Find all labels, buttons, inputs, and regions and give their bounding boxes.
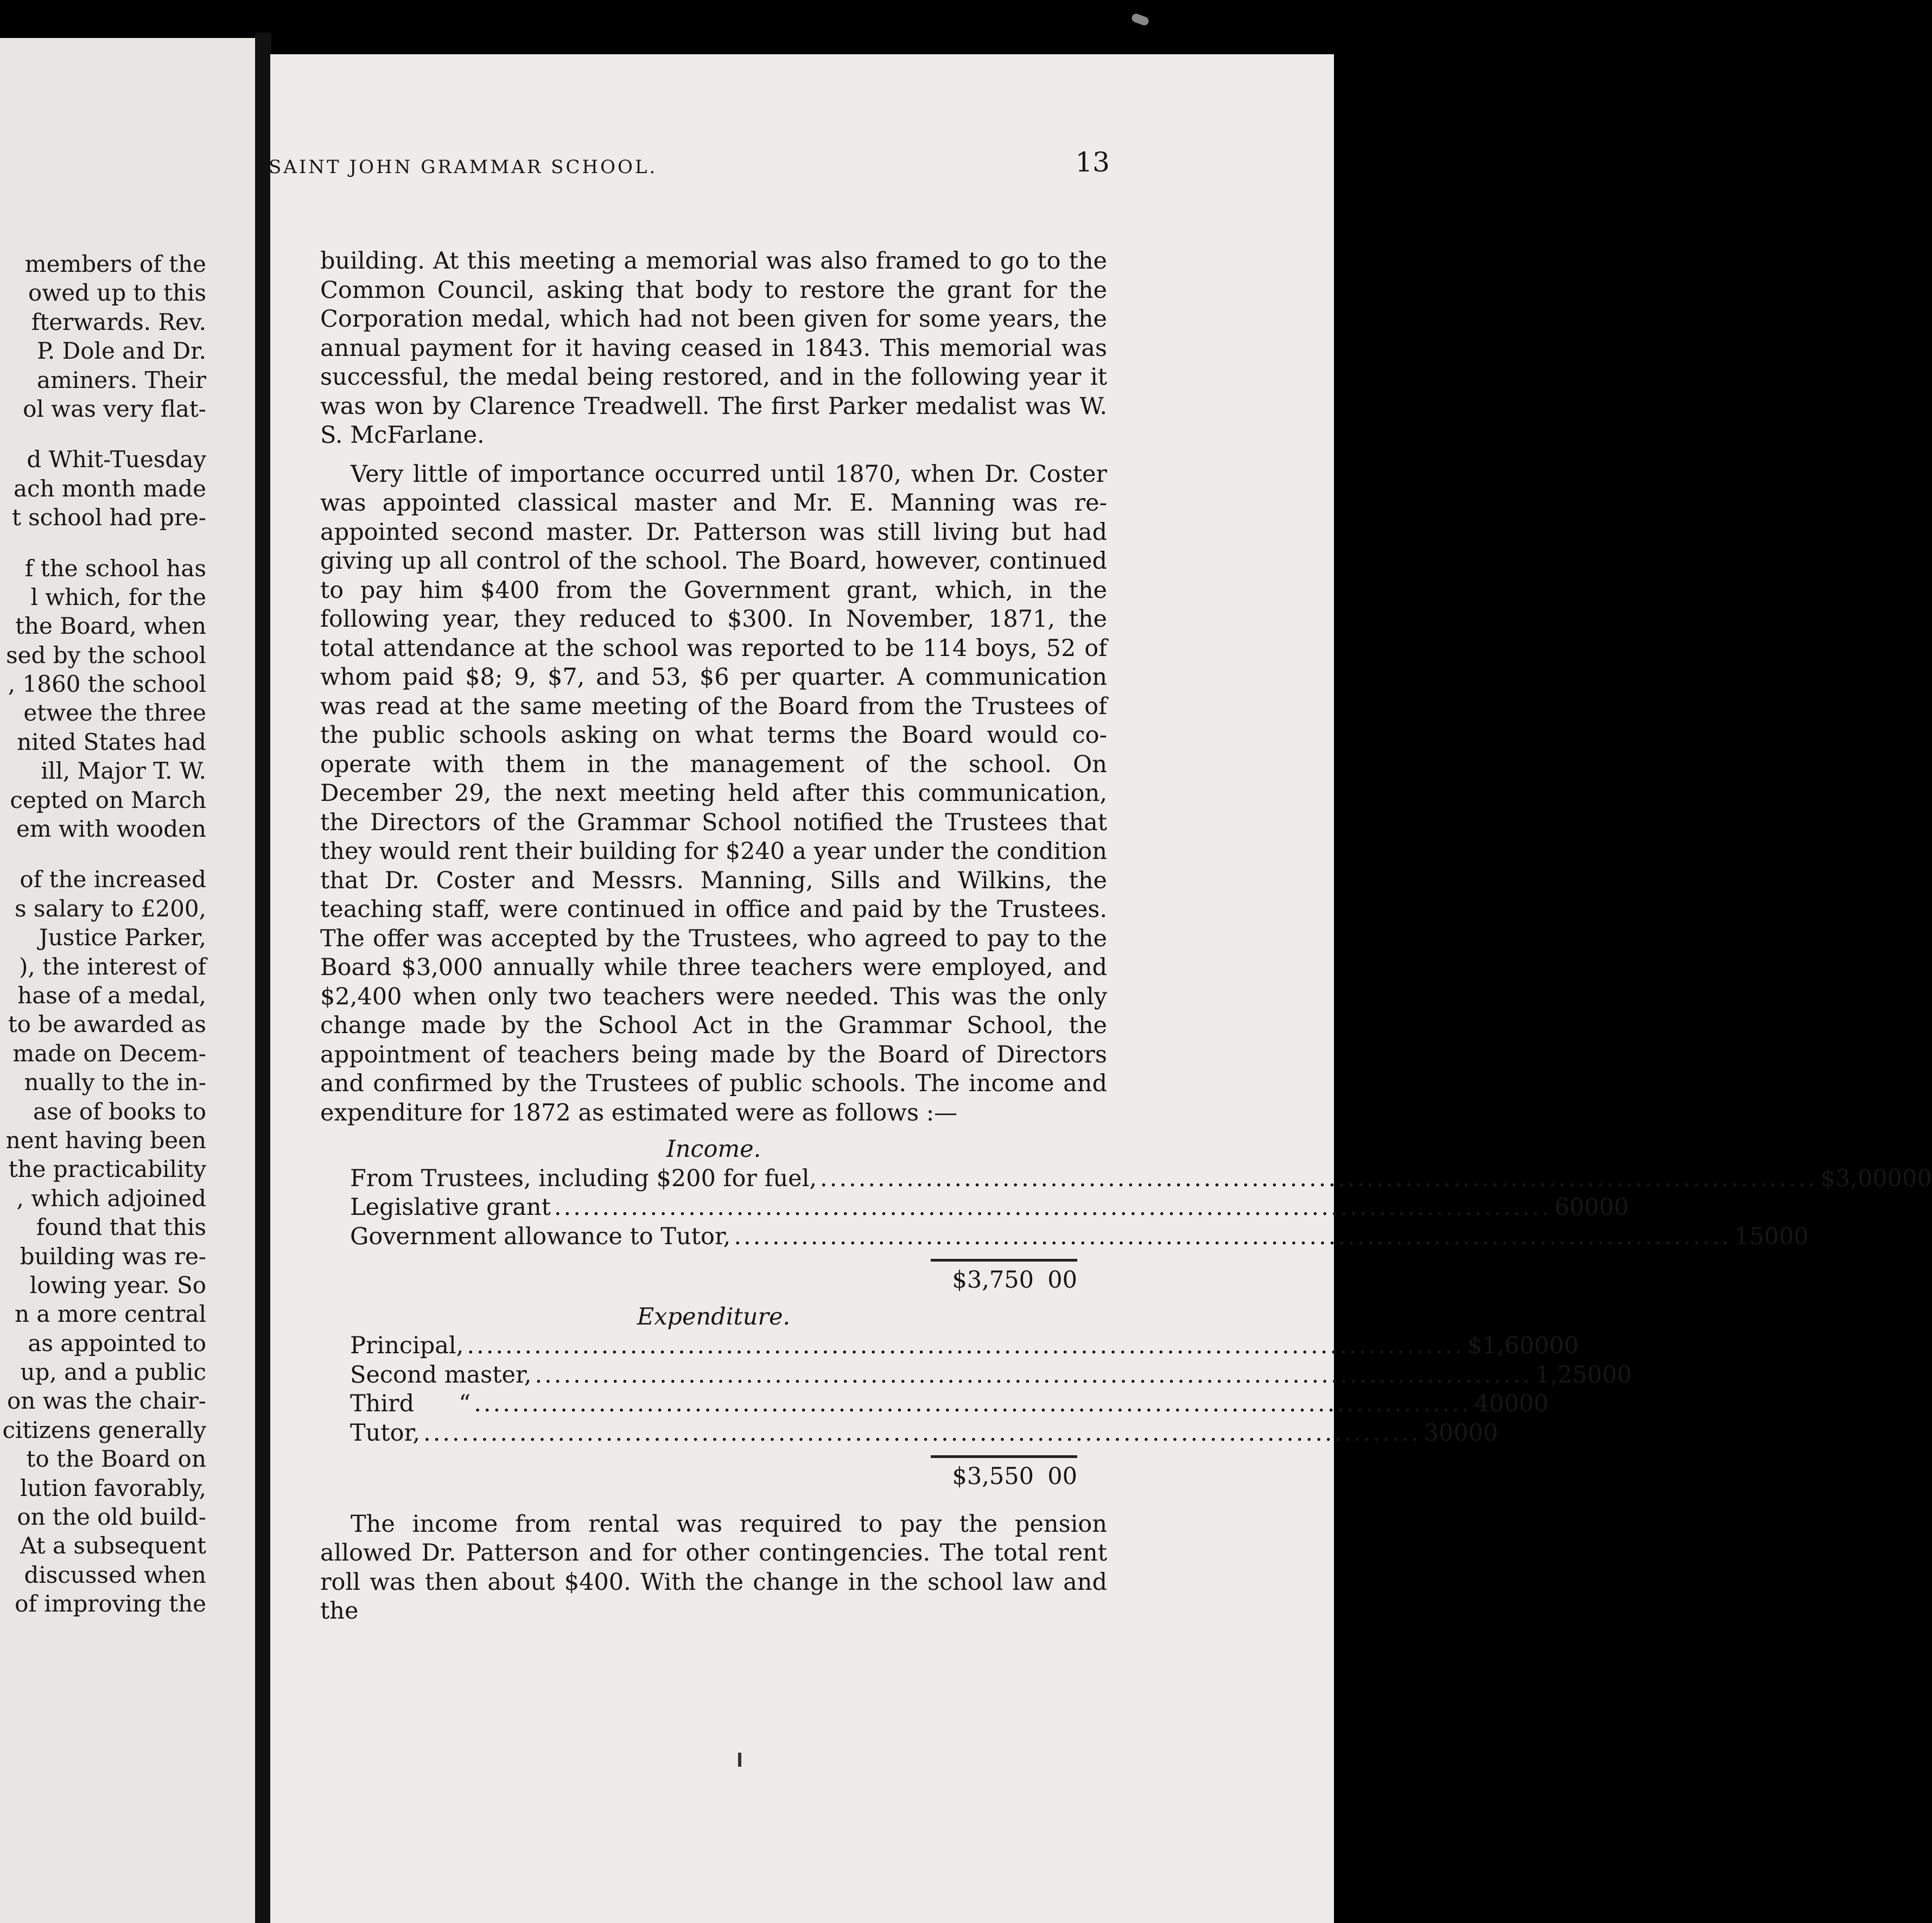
left-line: owed up to this (28, 279, 206, 307)
left-line: hase of a medal, (17, 982, 206, 1009)
leader-dots: ........................................................................................................ (820, 1164, 1817, 1192)
left-line: nually to the in- (24, 1069, 206, 1096)
left-line: discussed when (24, 1561, 206, 1588)
expenditure-total-row (350, 1462, 1077, 1492)
left-line: citizens generally (2, 1416, 206, 1443)
sum-rule (931, 1259, 1077, 1262)
left-line: , which adjoined (16, 1185, 206, 1212)
left-line: the Board, when (15, 613, 206, 640)
left-line: nited States had (17, 728, 206, 755)
row-cents: 00 (1549, 1332, 1579, 1359)
left-line: At a subsequent (20, 1532, 206, 1559)
left-line: on the old build- (17, 1504, 206, 1531)
total-dollars: $3,750 (952, 1266, 1034, 1294)
leader-dots: ........................................................................................................ (535, 1361, 1532, 1389)
row-label: Tutor, (350, 1419, 421, 1447)
left-line: of the increased (20, 866, 206, 893)
page-number: 13 (1075, 147, 1110, 178)
left-line: building was re- (20, 1243, 206, 1270)
left-line: up, and a public (20, 1359, 206, 1386)
row-cents: 00 (1468, 1419, 1498, 1447)
scan-artifact (738, 1753, 741, 1767)
left-line: found that this (36, 1214, 206, 1241)
income-row (350, 1222, 1809, 1252)
paragraph: Very little of importance occurred until 1870, when Dr. Coster was appointed classical master and Mr. E. Manning was re-appointed second master. Dr. Patterson was still living but had giving up all control of the school. The Board, however, continued to pay him $400 from the Government grant, which, in the following year, they reduced to $300. In November, 1871, the total attendance at the school was reported to be 114 boys, 52 of whom paid $8; 9, $7, and 53, $6 per quarter. A communication was read at the same meeting of the Board from the Trustees of the public schools asking on what terms the Board would co-operate with them in the management of the school. On December 29, the next meeting held after this communication, the Directors of the Grammar School notified the Trustees that they would rent their building for $240 a year under the condition that Dr. Coster and Messrs. Manning, Sills and Wilkins, the teaching staff, were continued in office and paid by the Trustees. The offer was accepted by the Trustees, who agreed to pay to the Board $3,000 annually while three teachers were employed, and $2,400 when only two teachers were needed. This was the only change made by the School Act in the Grammar School, the appointment of teachers being made by the Board of Directors and confirmed by the Trustees of public schools. The income and expenditure for 1872 as estimated were as follows :— (320, 460, 1107, 1126)
left-line: as appointed to (28, 1329, 206, 1357)
left-line: lowing year. So (29, 1271, 206, 1298)
row-dollars: 400 (1474, 1390, 1519, 1417)
left-line: of improving the (15, 1590, 206, 1618)
left-line: ach month made (13, 475, 206, 502)
row-cents: 00 (1599, 1194, 1629, 1221)
expenditure-row (350, 1390, 1549, 1419)
book-spine (255, 33, 271, 1923)
row-dollars: $3,000 (1820, 1164, 1903, 1192)
row-label: From Trustees, including $200 for fuel, (350, 1164, 817, 1192)
left-line: cepted on March (10, 786, 206, 813)
left-line: f the school has (24, 555, 206, 582)
income-heading: Income. (666, 1136, 761, 1163)
row-label: Principal, (350, 1332, 464, 1359)
leader-dots: ........................................................................................................ (423, 1419, 1421, 1447)
left-line: n a more central (14, 1301, 206, 1328)
left-line: members of the (24, 251, 206, 277)
row-label: Second master, (350, 1361, 532, 1389)
paragraph: The income from rental was required to pay the pension allowed Dr. Patterson and for other contingencies. The total rent roll was then about $400. With the change in the school law and the (320, 1510, 1107, 1625)
left-line-gap (0, 423, 206, 445)
row-cents: 00 (1602, 1361, 1632, 1389)
left-line: made on Decem- (12, 1040, 206, 1067)
left-line: t school had pre- (11, 504, 206, 531)
expenditure-row (350, 1419, 1498, 1448)
left-line: fterwards. Rev. (31, 308, 206, 335)
row-dollars: 300 (1423, 1419, 1469, 1447)
page-body (320, 247, 1932, 1626)
left-page-text (0, 250, 206, 1619)
total-cents: 00 (1047, 1266, 1077, 1294)
left-line: s salary to £200, (15, 895, 206, 922)
left-line: ), the interest of (19, 953, 206, 980)
left-line: ill, Major T. W. (41, 757, 206, 785)
left-line: l which, for the (30, 583, 206, 610)
expenditure-row (350, 1361, 1632, 1390)
left-line: d Whit-Tuesday (27, 446, 206, 473)
left-line: ol was very flat- (23, 395, 206, 422)
left-line: on was the chair- (7, 1387, 206, 1415)
income-row (350, 1193, 1629, 1222)
row-dollars: 150 (1734, 1222, 1779, 1250)
left-line-gap (0, 532, 206, 554)
expenditure-heading: Expenditure. (637, 1303, 791, 1330)
left-line: aminers. Their (37, 366, 206, 393)
left-line: , 1860 the school (8, 671, 206, 698)
leader-dots: ........................................................................................................ (554, 1194, 1552, 1221)
left-line: to the Board on (26, 1446, 206, 1473)
row-cents: 00 (1518, 1390, 1549, 1417)
income-table (320, 1164, 1932, 1295)
left-line: em with wooden (16, 816, 206, 843)
expenditure-table (320, 1332, 1632, 1492)
left-line: ase of books to (33, 1098, 206, 1125)
running-title: SAINT JOHN GRAMMAR SCHOOL. (269, 156, 658, 178)
paragraph: building. At this meeting a memorial was also framed to go to the Common Council, asking that body to restore the grant for the Corporation medal, which had not been given for some years, the annual payment for it having ceased in 1843. This memorial was successful, the medal being restored, and in the following year it was won by Clarence Treadwell. The first Parker medalist was W. S. McFarlane. (320, 247, 1107, 449)
left-line: Justice Parker, (39, 924, 206, 951)
sum-rule (931, 1455, 1077, 1458)
left-line: etwee the three (23, 699, 206, 727)
total-dollars: $3,550 (952, 1463, 1034, 1490)
left-line: to be awarded as (8, 1011, 206, 1038)
row-label: Government allowance to Tutor, (350, 1222, 731, 1250)
left-page-fragment (0, 38, 255, 1923)
left-line: sed by the school (6, 641, 206, 668)
left-line: the practicability (8, 1156, 206, 1183)
row-label: Third “ (350, 1390, 471, 1417)
left-line-gap (0, 843, 206, 865)
expenditure-row (350, 1332, 1579, 1361)
left-line: P. Dole and Dr. (37, 338, 206, 365)
row-cents: 00 (1778, 1222, 1809, 1250)
row-dollars: 600 (1554, 1194, 1599, 1221)
left-line: lution favorably, (20, 1474, 206, 1501)
income-row (350, 1164, 1932, 1194)
leader-dots: ........................................................................................................ (474, 1390, 1471, 1417)
total-cents: 00 (1047, 1463, 1077, 1490)
row-dollars: $1,600 (1467, 1332, 1549, 1359)
income-total-row (350, 1266, 1077, 1295)
row-cents: 00 (1902, 1164, 1932, 1192)
left-line: nent having been (5, 1126, 206, 1154)
row-dollars: 1,250 (1535, 1361, 1603, 1389)
row-label: Legislative grant (350, 1194, 551, 1221)
scan-artifact (1130, 12, 1150, 27)
leader-dots: ........................................................................................................ (467, 1332, 1464, 1359)
leader-dots: ........................................................................................................ (734, 1222, 1731, 1250)
